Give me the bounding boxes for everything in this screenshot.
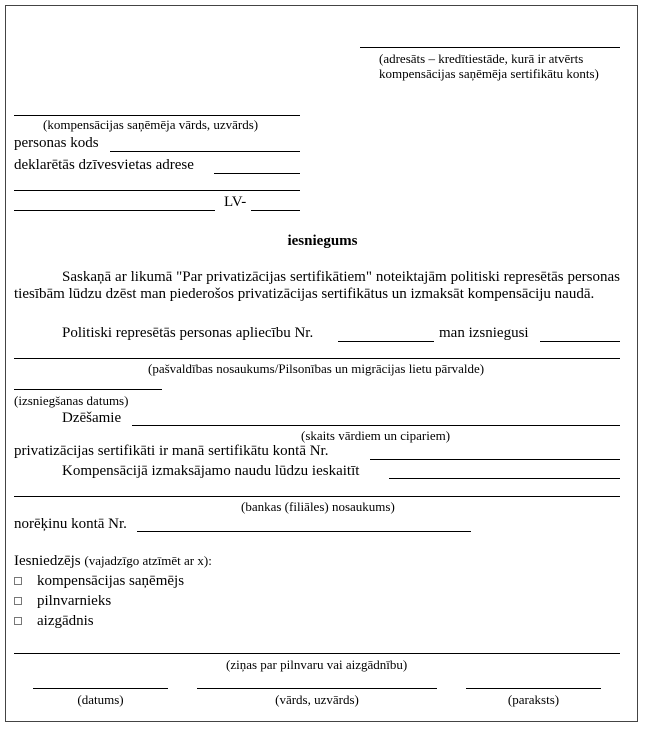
submitter-note: (vajadzīgo atzīmēt ar x): bbox=[84, 553, 212, 568]
name-line[interactable] bbox=[197, 688, 437, 689]
certificate-label: Politiski represētās personas apliecību Nr. bbox=[62, 325, 314, 341]
applicant-name-caption: (kompensācijas saņēmēja vārds, uzvārds) bbox=[43, 117, 259, 132]
issued-label: man izsniegusi bbox=[439, 325, 529, 341]
payment-label: Kompensācijā izmaksājamo naudu lūdzu ieskaitīt bbox=[62, 463, 360, 479]
proxy-caption: (ziņas par pilnvaru vai aizgādnību) bbox=[226, 657, 408, 672]
count-caption: (skaits vārdiem un cipariem) bbox=[301, 428, 451, 443]
account-sentence: privatizācijas sertifikāti ir manā sertifikātu kontā Nr. bbox=[14, 443, 329, 459]
submitter-heading bbox=[14, 553, 212, 570]
checkbox-recipient[interactable] bbox=[14, 577, 22, 585]
date-caption: (datums) bbox=[77, 692, 124, 707]
addressee-line[interactable] bbox=[360, 47, 620, 48]
issuer-line[interactable] bbox=[14, 358, 620, 359]
checkbox-proxy[interactable] bbox=[14, 597, 22, 605]
addressee-caption-1: (adresāts – kredītiestāde, kurā ir atvērts bbox=[379, 51, 584, 66]
deleted-label: Dzēšamie bbox=[62, 410, 122, 426]
settlement-account-line[interactable] bbox=[137, 531, 471, 532]
issued-by-line[interactable] bbox=[540, 341, 620, 342]
deleted-count-line[interactable] bbox=[132, 425, 620, 426]
signature-caption: (paraksts) bbox=[507, 692, 560, 707]
bank-caption: (bankas (filiāles) nosaukums) bbox=[241, 499, 395, 514]
issue-date-caption: (izsniegšanas datums) bbox=[14, 393, 129, 408]
address-label: deklarētās dzīvesvietas adrese bbox=[14, 157, 194, 173]
personal-code-line[interactable] bbox=[110, 151, 300, 152]
issue-date-line[interactable] bbox=[14, 389, 162, 390]
personal-code-label: personas kods bbox=[14, 135, 99, 151]
signature-line[interactable] bbox=[466, 688, 601, 689]
body-paragraph: Saskaņā ar likumā "Par privatizācijas sertifikātiem" noteiktajām politiski represētās personas tiesībām lūdzu dzēst man piederošos privatizācijas sertifikātus un izmaksāt kompensāciju naudā. bbox=[14, 269, 620, 302]
certificate-number-line[interactable] bbox=[338, 341, 434, 342]
postal-code-line[interactable] bbox=[251, 210, 300, 211]
name-caption: (vārds, uzvārds) bbox=[275, 692, 359, 707]
address-line-3[interactable] bbox=[14, 210, 215, 211]
applicant-name-line[interactable] bbox=[14, 115, 300, 116]
issuer-caption: (pašvaldības nosaukums/Pilsonības un migrācijas lietu pārvalde) bbox=[148, 361, 485, 376]
option-proxy: pilnvarnieks bbox=[37, 593, 112, 609]
postal-prefix: LV- bbox=[224, 194, 247, 210]
address-line-2[interactable] bbox=[14, 190, 300, 191]
proxy-info-line[interactable] bbox=[14, 653, 620, 654]
option-guardian: aizgādnis bbox=[37, 613, 94, 629]
date-line[interactable] bbox=[33, 688, 168, 689]
address-line-1[interactable] bbox=[214, 173, 300, 174]
submitter-label: Iesniedzējs bbox=[14, 553, 81, 569]
checkbox-guardian[interactable] bbox=[14, 617, 22, 625]
document-title: iesniegums bbox=[287, 233, 358, 249]
account-number-line[interactable] bbox=[370, 459, 620, 460]
addressee-caption-2: kompensācijas saņēmēja sertifikātu konts) bbox=[379, 66, 599, 81]
settlement-label: norēķinu kontā Nr. bbox=[14, 516, 127, 532]
bank-line[interactable] bbox=[14, 496, 620, 497]
payment-line[interactable] bbox=[389, 478, 620, 479]
option-recipient: kompensācijas saņēmējs bbox=[37, 573, 185, 589]
